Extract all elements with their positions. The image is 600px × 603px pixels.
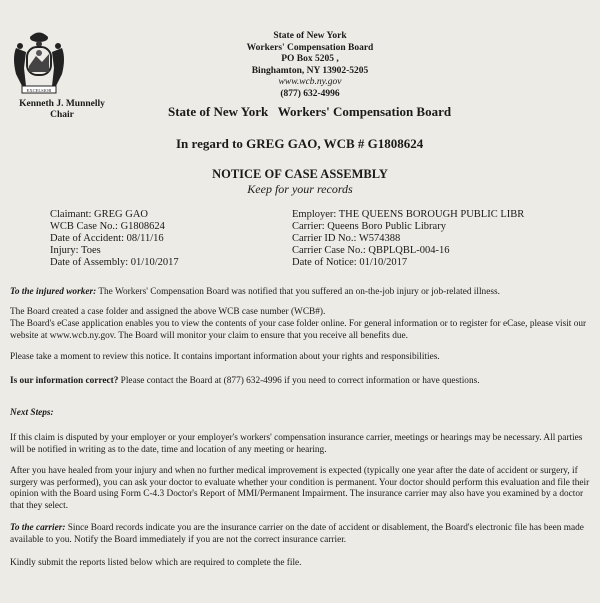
claimant: Claimant: GREG GAO xyxy=(50,209,148,220)
case-info-right xyxy=(292,209,524,269)
employer: Employer: THE QUEENS BOROUGH PUBLIC LIBR xyxy=(292,209,525,220)
injured-worker-paragraph xyxy=(10,287,592,299)
chair-title: Chair xyxy=(50,110,74,120)
header-website: www.wcb.ny.gov xyxy=(278,77,342,87)
carrier: Carrier: Queens Boro Public Library xyxy=(292,221,446,232)
chair-name: Kenneth J. Munnelly xyxy=(19,99,105,109)
disputed-paragraph: If this claim is disputed by your employer or your employer's workers' compensation insurance carrier, meetings or hearings may be necessary. All parties will be notified in writing as to the date, time and location of any meeting or hearing. xyxy=(10,433,583,455)
carrier-text: Since Board records indicate you are the insurance carrier on the date of accident or disablement, the Board's electronic file has been made available to you. Notify the Board immediately if you are not the correct insurance carrier. xyxy=(10,523,584,545)
header-state: State of New York xyxy=(273,31,347,41)
header-phone: (877) 632-4996 xyxy=(280,88,340,99)
state-seal-icon xyxy=(8,28,70,96)
board-address-header xyxy=(200,31,420,100)
header-city: Binghamton, NY 13902-5205 xyxy=(251,65,369,76)
injured-worker-text: The Workers' Compensation Board was notified that you suffered an on-the-job injury or job-related illness. xyxy=(96,287,500,297)
healed-paragraph: After you have healed from your injury and when no further medical improvement is expected (typically one year after the date of accident or surgery, if surgery was performed), you can ask your doctor to evaluate whether your condition is permanent. Your doctor should perform this evaluation and file their opinion with the Board using Form C-4.3 Doctor's Report of MMI/Permanent Impairment. The insurance carrier may also have you examined by a doctor that they select. xyxy=(10,466,590,511)
regarding-line: In regard to GREG GAO, WCB # G1808624 xyxy=(176,136,424,151)
carrier-id: Carrier ID No.: W574388 xyxy=(292,233,401,244)
wcb-case-no: WCB Case No.: G1808624 xyxy=(50,221,165,232)
date-of-assembly: Date of Assembly: 01/10/2017 xyxy=(50,257,179,268)
carrier-case-no: Carrier Case No.: QBPLQBL-004-16 xyxy=(292,245,450,256)
date-of-accident: Date of Accident: 08/11/16 xyxy=(50,233,164,244)
injury: Injury: Toes xyxy=(50,245,101,256)
review-paragraph: Please take a moment to review this notice. It contains important information about your rights and responsibilities. xyxy=(10,352,440,362)
submit-reports-paragraph: Kindly submit the reports listed below which are required to complete the file. xyxy=(10,558,302,568)
injured-worker-label: To the injured worker: xyxy=(10,287,97,297)
header-board: Workers' Compensation Board xyxy=(246,42,374,53)
case-folder-paragraph: The Board created a case folder and assigned the above WCB case number (WCB#). xyxy=(10,307,326,317)
chair-block xyxy=(2,99,122,121)
carrier-paragraph xyxy=(10,523,592,546)
information-correct-label: Is our information correct? xyxy=(10,376,119,386)
date-of-notice: Date of Notice: 01/10/2017 xyxy=(292,257,408,268)
carrier-label: To the carrier: xyxy=(10,523,66,533)
header-pobox: PO Box 5205 , xyxy=(281,54,339,64)
notice-subtitle: Keep for your records xyxy=(247,182,353,196)
case-info-left xyxy=(50,209,179,269)
seal-motto: EXCELSIOR xyxy=(26,88,52,93)
notice-title: NOTICE OF CASE ASSEMBLY xyxy=(212,167,388,181)
next-steps-heading: Next Steps: xyxy=(10,408,54,418)
ecase-paragraph: The Board's eCase application enables you to view the contents of your case folder online. For general information or to register for eCase, please visit our website at www.wcb.ny.gov. The Board will monitor your claim to ensure that you receive all benefits due. xyxy=(10,319,587,341)
information-correct-paragraph xyxy=(10,376,592,388)
information-correct-text: Please contact the Board at (877) 632-4996 if you need to correct information or have questions. xyxy=(118,376,480,386)
document-title: State of New York Workers' Compensation Board xyxy=(168,104,452,119)
